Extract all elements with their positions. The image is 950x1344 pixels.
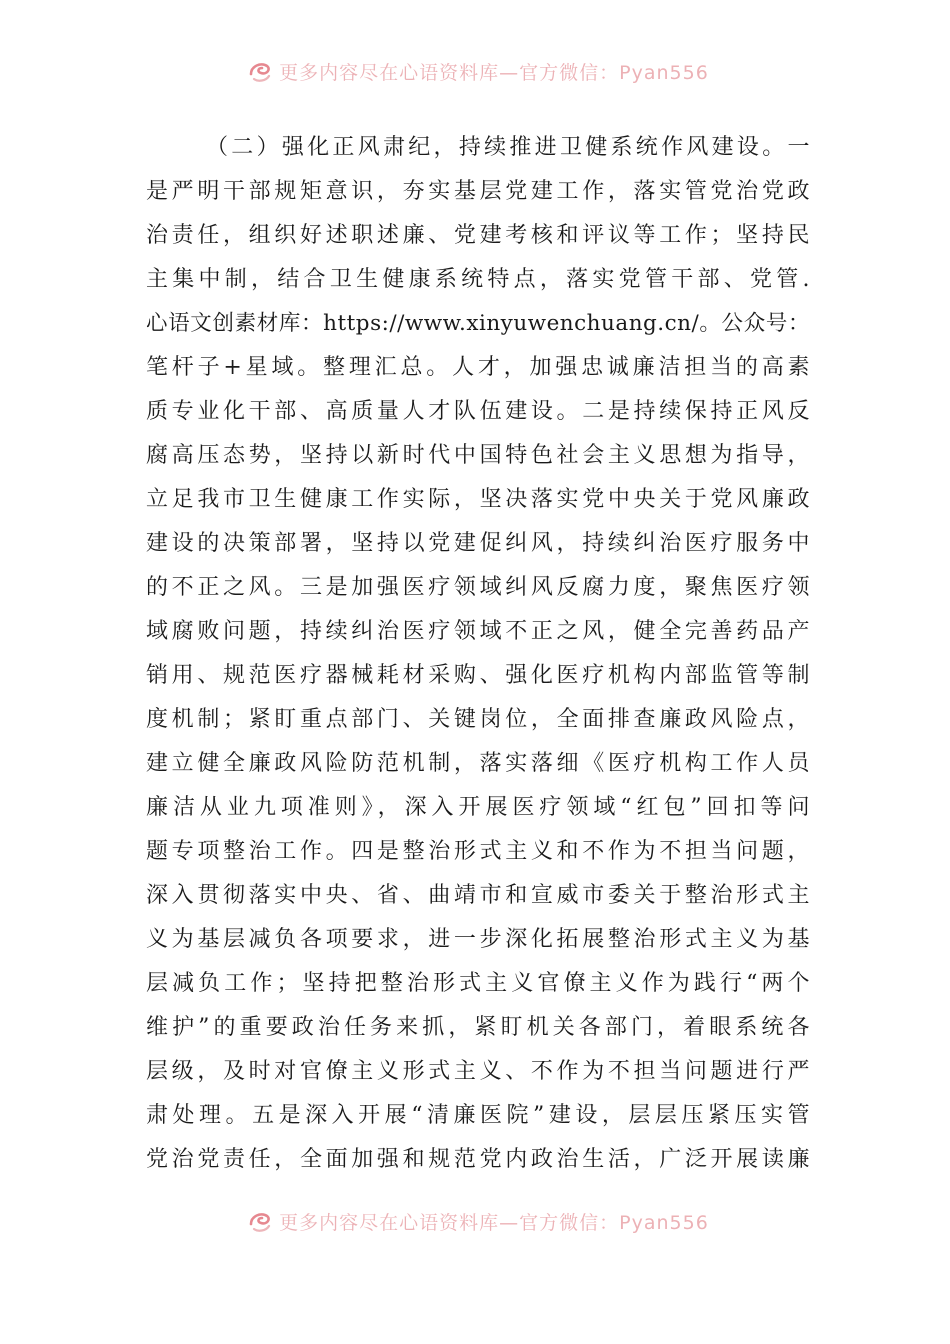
paragraph-line: 层减负工作；坚持把整治形式主义官僚主义作为践行“两个 [146, 971, 810, 996]
paragraph-line: 销用、规范医疗器械耗材采购、强化医疗机构内部监管等制 [146, 663, 810, 688]
paragraph-line: 度机制；紧盯重点部门、关键岗位，全面排查廉政风险点， [146, 707, 810, 732]
swirl-logo-icon [247, 58, 273, 84]
paragraph-line: 主集中制，结合卫生健康系统特点，落实党管干部、党管. [146, 267, 810, 292]
paragraph-line: 深入贯彻落实中央、省、曲靖市和宣威市委关于整治形式主 [146, 883, 810, 908]
header-watermark [0, 56, 950, 86]
document-body [146, 126, 810, 1182]
swirl-logo-icon [247, 1208, 273, 1234]
paragraph-line: 维护”的重要政治任务来抓，紧盯机关各部门，着眼系统各 [146, 1015, 810, 1040]
paragraph-line: 的不正之风。三是加强医疗领域纠风反腐力度，聚焦医疗领 [146, 575, 810, 600]
paragraph-line: 域腐败问题，持续纠治医疗领域不正之风，健全完善药品产 [146, 619, 810, 644]
paragraph-line: 层级，及时对官僚主义形式主义、不作为不担当问题进行严 [146, 1059, 810, 1084]
paragraph-line: 笔杆子+星域。整理汇总。人才，加强忠诚廉洁担当的高素 [146, 355, 810, 380]
paragraph-line: 党治党责任，全面加强和规范党内政治生活，广泛开展读廉 [146, 1147, 810, 1172]
paragraph-line: 治责任，组织好述职述廉、党建考核和评议等工作；坚持民 [146, 223, 810, 248]
paragraph-line: 腐高压态势，坚持以新时代中国特色社会主义思想为指导， [146, 443, 810, 468]
paragraph-line: 是严明干部规矩意识，夯实基层党建工作，落实管党治党政 [146, 179, 810, 204]
paragraph-line: 肃处理。五是深入开展“清廉医院”建设，层层压紧压实管 [146, 1103, 810, 1128]
paragraph-line: 立足我市卫生健康工作实际，坚决落实党中央关于党风廉政 [146, 487, 810, 512]
paragraph-line: 心语文创素材库：https://www.xinyuwenchuang.cn/。公众号： [146, 311, 810, 336]
watermark-text: 更多内容尽在心语资料库—官方微信：Pyan556 [279, 1211, 709, 1234]
paragraph-line: 建设的决策部署，坚持以党建促纠风，持续纠治医疗服务中 [146, 531, 810, 556]
footer-watermark [0, 1206, 950, 1236]
paragraph-line: 义为基层减负各项要求，进一步深化拓展整治形式主义为基 [146, 927, 810, 952]
watermark-text: 更多内容尽在心语资料库—官方微信：Pyan556 [279, 61, 709, 84]
paragraph-line: 题专项整治工作。四是整治形式主义和不作为不担当问题， [146, 839, 810, 864]
paragraph-line: 建立健全廉政风险防范机制，落实落细《医疗机构工作人员 [146, 751, 810, 776]
paragraph-line: 质专业化干部、高质量人才队伍建设。二是持续保持正风反 [146, 399, 810, 424]
paragraph-line: 廉洁从业九项准则》，深入开展医疗领域“红包”回扣等问 [146, 795, 810, 820]
paragraph-line: （二）强化正风肃纪，持续推进卫健系统作风建设。一 [206, 135, 810, 160]
